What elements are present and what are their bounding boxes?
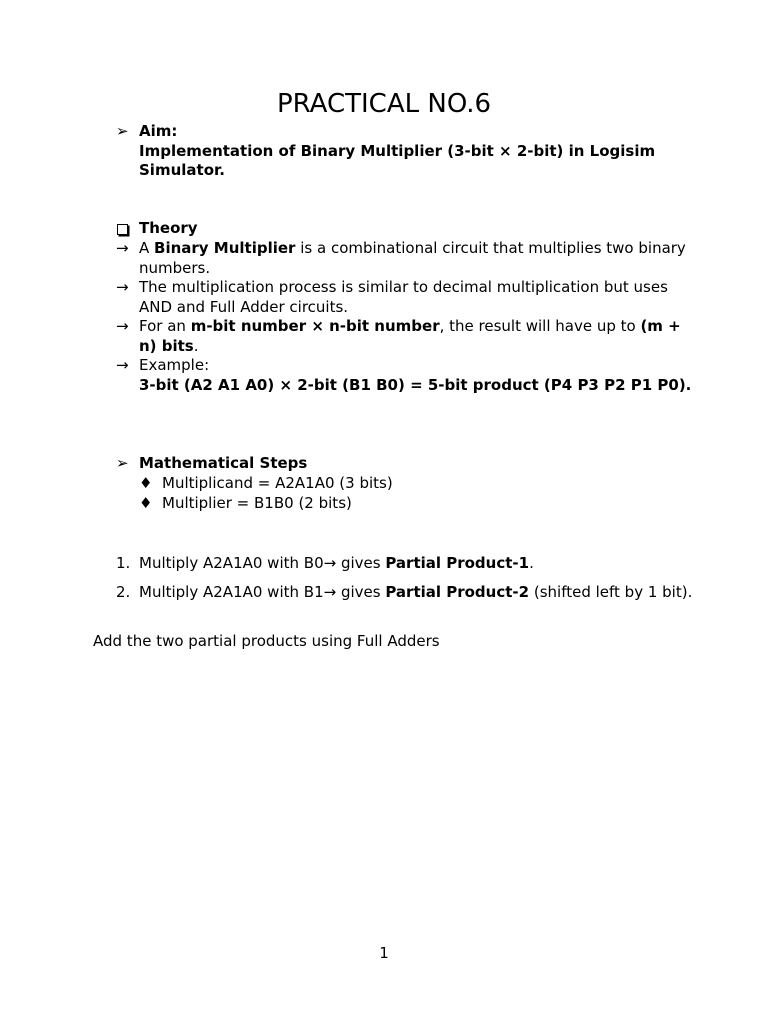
math-sub-item-1: Multiplicand = A2A1A0 (3 bits) xyxy=(162,474,393,492)
theory-label: Theory xyxy=(139,219,198,237)
closing-text: Add the two partial products using Full Adders xyxy=(93,632,440,650)
example-label: Example: xyxy=(139,356,210,374)
example-text: 3-bit (A2 A1 A0) × 2-bit (B1 B0) = 5-bit product (P4 P3 P2 P1 P0). xyxy=(139,375,692,394)
page-number: 1 xyxy=(379,944,389,962)
aim-text: Implementation of Binary Multiplier (3-bit × 2-bit) in Logisim Simulator. xyxy=(139,141,656,180)
arrow-bullet-icon: ➢ xyxy=(116,122,129,140)
document-page: PRACTICAL NO.6 ➢ Aim: Implementation of Binary Multiplier (3-bit × 2-bit) in Logisim Simulator. Theory → A Binary Multiplier is a combinational circuit that multiplies two binary numbers. → The multiplication process is similar to decimal multiplication but uses AND and Full Adder circuits. → For an m-bit number × n-bit number, the result will have up to (m + n) bits. → Example: 3-bit (A2 A1 A0) × 2-bit (B1 B0) = 5-bit product (P4 P3 P2 P1 P0). ➢ Mathematical Steps ♦ Multiplicand = A2A1A0 (3 bits) ♦ Multiplier = B1B0 (2 bits) 1. Multiply A2A1A0 with B0→ gives Partial Product-1. 2. Multiply A2A1A0 with B1→ gives Partial Product-2 (shifted left by 1 bit). Add the two partial products using Full Adders 1 xyxy=(0,0,768,1024)
aim-label: Aim: xyxy=(139,122,178,140)
square-bullet-icon xyxy=(116,219,136,241)
diamond-bullet-icon: ♦ xyxy=(139,474,153,492)
diamond-bullet-icon: ♦ xyxy=(139,494,153,512)
right-arrow-icon: → xyxy=(116,239,129,257)
right-arrow-icon: → xyxy=(116,356,129,374)
math-sub-item-2: Multiplier = B1B0 (2 bits) xyxy=(162,494,352,512)
page-title: PRACTICAL NO.6 xyxy=(276,89,492,119)
right-arrow-icon: → xyxy=(116,317,129,335)
right-arrow-icon: → xyxy=(116,278,129,296)
arrow-bullet-icon: ➢ xyxy=(116,454,129,472)
math-label: Mathematical Steps xyxy=(139,454,308,472)
